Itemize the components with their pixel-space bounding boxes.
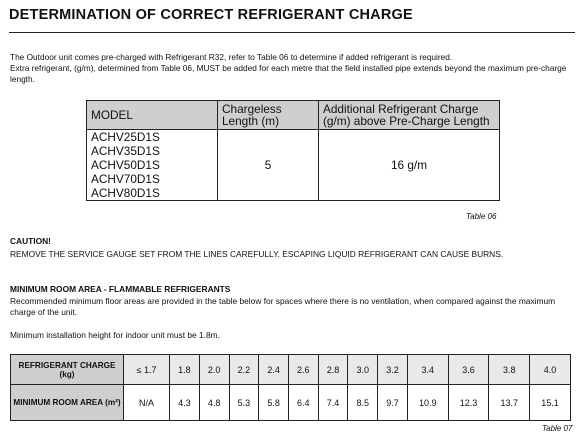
charge-cell: 3.0: [348, 355, 378, 385]
caution-text: REMOVE THE SERVICE GAUGE SET FROM THE LINES CAREFULLY. ESCAPING LIQUID REFRIGERANT CAN CAUSE BURNS.: [10, 249, 504, 259]
model-name: ACHV80D1S: [91, 186, 160, 200]
charge-cell: 3.2: [378, 355, 408, 385]
model-list-cell: [87, 130, 218, 201]
intro-line-1: The Outdoor unit comes pre-charged with Refrigerant R32, refer to Table 06 to determine if added refrigerant is required.: [10, 52, 453, 62]
charge-cell: 1.8: [170, 355, 200, 385]
table-06-caption: Table 06: [466, 212, 497, 221]
additional-charge-header: Additional Refrigerant Charge (g/m) above Pre-Charge Length: [319, 101, 500, 130]
chargeless-length-value: 5: [218, 130, 319, 201]
area-cell: 4.3: [170, 385, 200, 421]
refrigerant-charge-row: [11, 355, 571, 385]
table-header-row: [87, 101, 500, 130]
charge-cell: 3.8: [489, 355, 530, 385]
area-cell: 4.8: [199, 385, 229, 421]
model-name: ACHV70D1S: [91, 172, 160, 186]
area-cell: 5.8: [259, 385, 289, 421]
chargeless-length-header: Chargeless Length (m): [218, 101, 319, 130]
table-row: [87, 130, 500, 201]
model-name: ACHV50D1S: [91, 158, 160, 172]
area-cell: 6.4: [288, 385, 318, 421]
charge-cell: 2.2: [229, 355, 259, 385]
min-height-note: Minimum installation height for indoor unit must be 1.8m.: [10, 330, 220, 340]
charge-cell: 2.6: [288, 355, 318, 385]
area-cell: 7.4: [318, 385, 348, 421]
intro-line-2: Extra refrigerant, (g/m), determined from Table 06, MUST be added for each metre that the field installed pipe extends beyond the maximum pre-charge length.: [10, 63, 567, 84]
charge-cell: 2.0: [199, 355, 229, 385]
additional-charge-value: 16 g/m: [319, 130, 500, 201]
min-room-heading: MINIMUM ROOM AREA - FLAMMABLE REFRIGERANTS: [10, 284, 231, 294]
area-cell: 8.5: [348, 385, 378, 421]
min-room-area-label: MINIMUM ROOM AREA (m²): [11, 385, 124, 421]
area-cell: 5.3: [229, 385, 259, 421]
model-header: MODEL: [87, 101, 218, 130]
charge-cell: 3.4: [407, 355, 448, 385]
refrigerant-charge-label: REFRIGERANT CHARGE (kg): [11, 355, 124, 385]
area-cell: 9.7: [378, 385, 408, 421]
area-cell: 15.1: [530, 385, 571, 421]
charge-cell: 2.4: [259, 355, 289, 385]
area-cell: 12.3: [448, 385, 489, 421]
title-divider: [9, 32, 575, 33]
model-name: ACHV35D1S: [91, 144, 160, 158]
refrigerant-charge-table: [86, 100, 500, 201]
caution-heading: CAUTION!: [10, 236, 51, 246]
intro-text: [10, 52, 580, 85]
charge-cell: 4.0: [530, 355, 571, 385]
min-room-text: Recommended minimum floor areas are provided in the table below for spaces where there is no ventilation, when compared against the maximum charge of the unit.: [10, 296, 556, 317]
table-07-caption: Table 07: [542, 424, 573, 433]
min-room-area-table: [10, 354, 571, 421]
model-name: ACHV25D1S: [91, 130, 160, 144]
charge-cell: ≤ 1.7: [124, 355, 170, 385]
page-title: DETERMINATION OF CORRECT REFRIGERANT CHARGE: [9, 7, 413, 23]
area-cell: N/A: [124, 385, 170, 421]
charge-cell: 3.6: [448, 355, 489, 385]
min-room-area-row: [11, 385, 571, 421]
area-cell: 10.9: [407, 385, 448, 421]
area-cell: 13.7: [489, 385, 530, 421]
charge-cell: 2.8: [318, 355, 348, 385]
